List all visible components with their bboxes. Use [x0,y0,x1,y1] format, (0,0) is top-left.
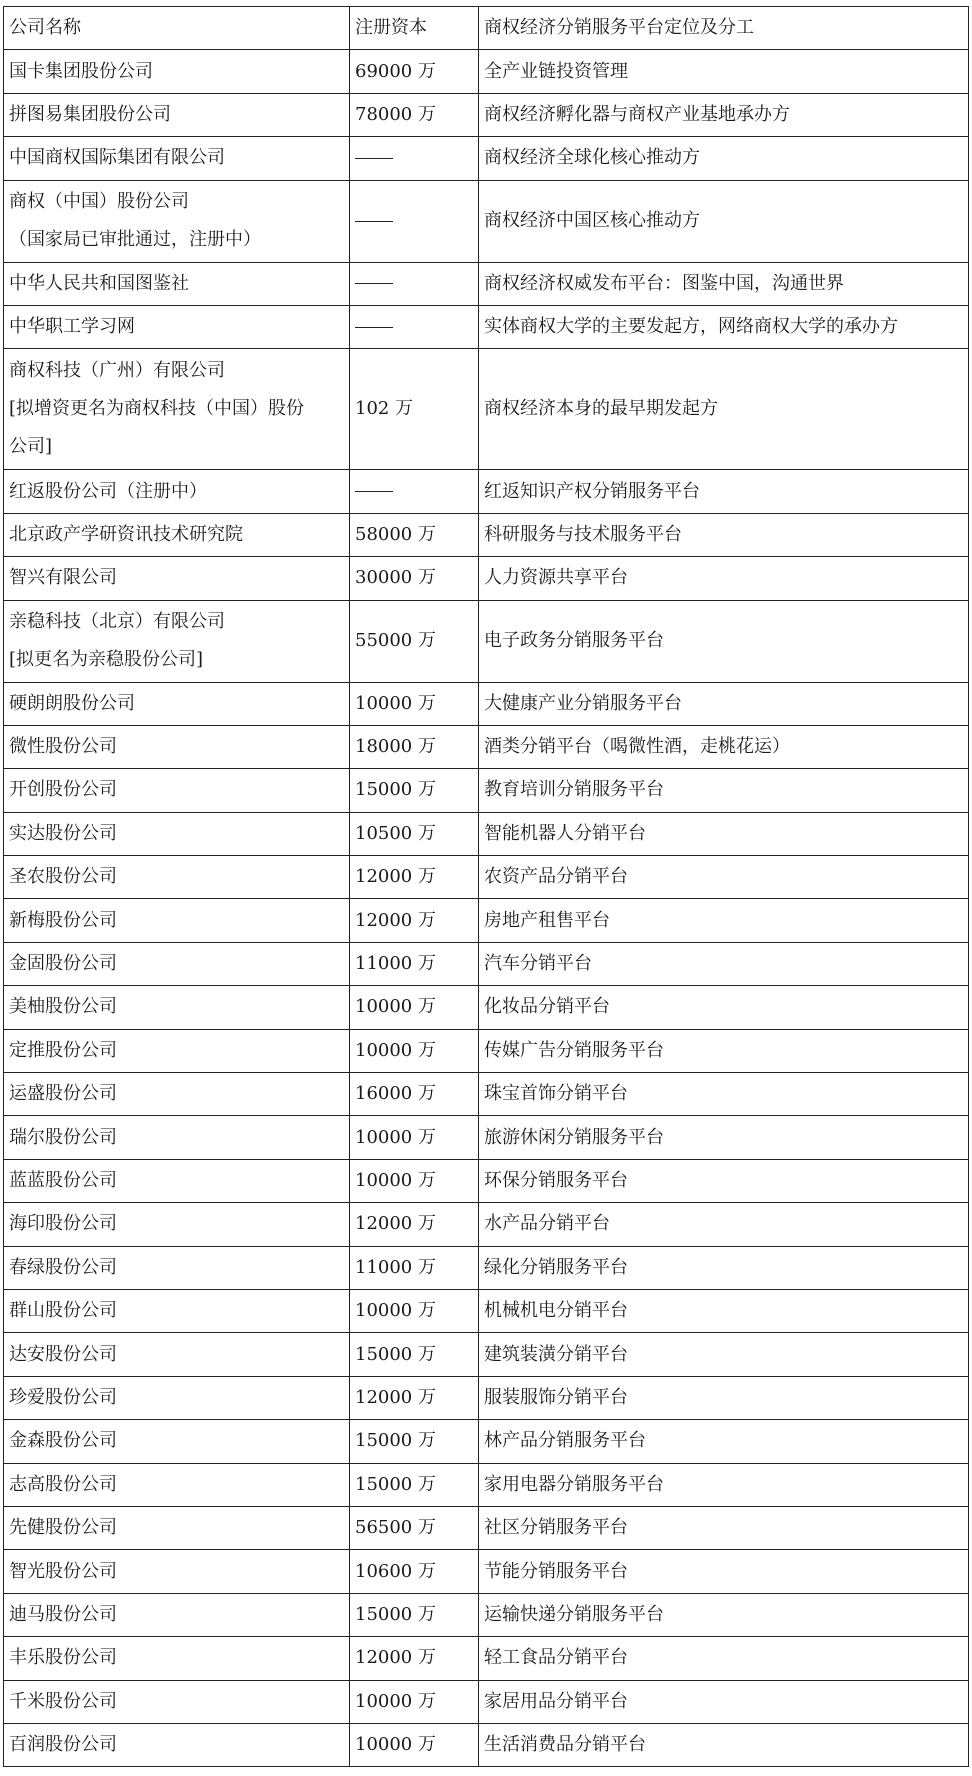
company-name-cell [4,1159,350,1202]
capital-cell: 11000 万 [350,942,479,985]
table-row [4,1723,969,1766]
table-row [4,1029,969,1072]
role-cell: 商权经济权威发布平台：图鉴中国，沟通世界 [479,262,969,305]
table-row [4,349,969,470]
capital-cell: 10600 万 [350,1550,479,1593]
company-name-line: 百润股份公司 [9,1734,117,1756]
company-name-cell [4,262,350,305]
capital-cell: 78000 万 [350,93,479,136]
role-cell: 林产品分销服务平台 [479,1420,969,1463]
table-row [4,1159,969,1202]
table-row [4,180,969,262]
capital-dash [355,283,393,284]
role-cell: 教育培训分销服务平台 [479,769,969,812]
company-name-line: 志高股份公司 [9,1473,117,1495]
capital-cell: 15000 万 [350,1593,479,1636]
table-body [4,50,969,1767]
company-name-line: 智光股份公司 [9,1560,117,1582]
company-name-line: 珍爱股份公司 [9,1386,117,1408]
capital-cell: 102 万 [350,349,479,470]
company-name-line: 群山股份公司 [9,1300,117,1322]
role-cell: 人力资源共享平台 [479,557,969,600]
company-name-cell [4,1420,350,1463]
capital-cell: 69000 万 [350,50,479,93]
company-name-line: 金固股份公司 [9,953,117,975]
table-row [4,262,969,305]
role-cell: 化妆品分销平台 [479,986,969,1029]
company-name-cell [4,942,350,985]
table-row [4,305,969,348]
table-row [4,986,969,1029]
company-name-cell [4,1289,350,1332]
company-name-cell [4,1637,350,1680]
company-name-cell [4,725,350,768]
company-name-line: 运盛股份公司 [9,1083,117,1105]
company-name-cell [4,1333,350,1376]
company-name-line: 美柚股份公司 [9,996,117,1018]
role-cell: 生活消费品分销平台 [479,1723,969,1766]
company-name-line: 硬朗朗股份公司 [9,692,135,714]
company-name-cell [4,305,350,348]
table-header-row [4,7,969,50]
role-cell: 运输快递分销服务平台 [479,1593,969,1636]
role-cell: 商权经济中国区核心推动方 [479,180,969,262]
table-row [4,1073,969,1116]
company-name-cell [4,513,350,556]
table-row [4,1550,969,1593]
company-name-line: 迪马股份公司 [9,1603,117,1625]
company-name-cell [4,986,350,1029]
company-name-line: 先健股份公司 [9,1517,117,1539]
capital-cell [350,180,479,262]
table-row [4,557,969,600]
table-row [4,1463,969,1506]
role-cell: 珠宝首饰分销平台 [479,1073,969,1116]
table-row [4,470,969,513]
company-name-cell [4,180,350,262]
role-cell: 全产业链投资管理 [479,50,969,93]
capital-dash [355,491,393,492]
table-row [4,1680,969,1723]
role-cell: 服装服饰分销平台 [479,1376,969,1419]
capital-cell: 10000 万 [350,1723,479,1766]
role-cell: 科研服务与技术服务平台 [479,513,969,556]
capital-cell [350,262,479,305]
role-cell: 节能分销服务平台 [479,1550,969,1593]
capital-dash [355,158,393,159]
capital-cell: 15000 万 [350,1333,479,1376]
table-row [4,1289,969,1332]
capital-cell: 15000 万 [350,769,479,812]
company-name-line: 拼图易集团股份公司 [9,103,171,125]
header-company: 公司名称 [4,7,350,50]
role-cell: 家用电器分销服务平台 [479,1463,969,1506]
role-cell: 智能机器人分销平台 [479,812,969,855]
company-name-cell [4,349,350,470]
role-cell: 大健康产业分销服务平台 [479,682,969,725]
company-name-cell [4,470,350,513]
company-name-line: 达安股份公司 [9,1343,117,1365]
capital-cell: 12000 万 [350,1376,479,1419]
role-cell: 环保分销服务平台 [479,1159,969,1202]
company-name-line: 北京政产学研资讯技术研究院 [9,523,243,545]
company-name-line: 蓝蓝股份公司 [9,1170,117,1191]
company-name-line: 商权科技（广州）有限公司 [9,360,225,382]
capital-cell: 56500 万 [350,1506,479,1549]
company-table [3,6,969,1767]
company-name-line: （国家局已审批通过，注册中） [9,229,261,251]
table-row [4,1333,969,1376]
company-name-cell [4,1506,350,1549]
company-name-cell [4,1593,350,1636]
table-row [4,1593,969,1636]
table-row [4,856,969,899]
table-row [4,1420,969,1463]
capital-cell: 11000 万 [350,1246,479,1289]
capital-cell: 10500 万 [350,812,479,855]
capital-cell: 30000 万 [350,557,479,600]
company-name-line: 春绿股份公司 [9,1256,117,1278]
company-name-cell [4,769,350,812]
company-name-cell [4,1203,350,1246]
role-cell: 旅游休闲分销服务平台 [479,1116,969,1159]
role-cell: 机械机电分销平台 [479,1289,969,1332]
capital-cell: 15000 万 [350,1420,479,1463]
role-cell: 商权经济本身的最早期发起方 [479,349,969,470]
table-row [4,812,969,855]
role-cell: 社区分销服务平台 [479,1506,969,1549]
company-name-cell [4,1073,350,1116]
table-row [4,93,969,136]
table-row [4,137,969,180]
capital-cell: 58000 万 [350,513,479,556]
company-name-line: 公司] [9,436,53,458]
company-name-cell [4,1246,350,1289]
role-cell: 电子政务分销服务平台 [479,600,969,682]
company-name-cell [4,1116,350,1159]
company-name-cell [4,1029,350,1072]
table-row [4,682,969,725]
capital-cell: 12000 万 [350,1203,479,1246]
company-name-cell [4,1680,350,1723]
company-name-line: 圣农股份公司 [9,866,117,888]
company-name-cell [4,557,350,600]
capital-cell: 15000 万 [350,1463,479,1506]
company-name-line: 实达股份公司 [9,822,117,844]
company-name-cell [4,812,350,855]
capital-cell: 10000 万 [350,682,479,725]
role-cell: 建筑装潢分销平台 [479,1333,969,1376]
capital-cell: 16000 万 [350,1073,479,1116]
capital-cell: 12000 万 [350,1637,479,1680]
role-cell: 汽车分销平台 [479,942,969,985]
table-row [4,942,969,985]
role-cell: 房地产租售平台 [479,899,969,942]
capital-cell: 10000 万 [350,1159,479,1202]
table-row [4,1116,969,1159]
table-row [4,50,969,93]
company-name-cell [4,1550,350,1593]
company-name-line: [拟更名为亲稳股份公司] [9,649,204,671]
table-row [4,600,969,682]
role-cell: 农资产品分销平台 [479,856,969,899]
company-name-line: 中华职工学习网 [9,316,135,338]
company-name-line: [拟增资更名为商权科技（中国）股份 [9,398,305,420]
company-name-line: 中华人民共和国图鉴社 [9,272,189,294]
role-cell: 酒类分销平台（喝微性酒，走桃花运） [479,725,969,768]
table-row [4,513,969,556]
company-name-cell [4,1376,350,1419]
capital-cell: 10000 万 [350,986,479,1029]
company-name-cell [4,93,350,136]
header-role: 商权经济分销服务平台定位及分工 [479,7,969,50]
company-name-cell [4,899,350,942]
company-name-line: 红返股份公司（注册中） [9,480,207,502]
company-name-line: 智兴有限公司 [9,567,117,589]
table-row [4,899,969,942]
company-name-cell [4,682,350,725]
table-row [4,1376,969,1419]
company-name-line: 丰乐股份公司 [9,1647,117,1669]
table-row [4,1637,969,1680]
role-cell: 轻工食品分销平台 [479,1637,969,1680]
capital-cell: 10000 万 [350,1116,479,1159]
capital-cell: 10000 万 [350,1680,479,1723]
header-capital: 注册资本 [350,7,479,50]
company-name-cell [4,1463,350,1506]
company-name-line: 开创股份公司 [9,779,117,801]
role-cell: 红返知识产权分销服务平台 [479,470,969,513]
table-row [4,1203,969,1246]
capital-cell [350,305,479,348]
capital-cell: 12000 万 [350,856,479,899]
role-cell: 商权经济全球化核心推动方 [479,137,969,180]
company-name-line: 海印股份公司 [9,1213,117,1235]
company-name-cell [4,1723,350,1766]
company-name-line: 新梅股份公司 [9,909,117,931]
role-cell: 家居用品分销平台 [479,1680,969,1723]
company-name-line: 千米股份公司 [9,1690,117,1712]
capital-cell: 55000 万 [350,600,479,682]
table-row [4,1506,969,1549]
capital-dash [355,221,393,222]
table-row [4,769,969,812]
capital-cell [350,137,479,180]
company-name-line: 国卡集团股份公司 [9,60,153,82]
company-name-line: 瑞尔股份公司 [9,1126,117,1148]
company-name-cell [4,600,350,682]
capital-cell: 10000 万 [350,1289,479,1332]
capital-cell: 10000 万 [350,1029,479,1072]
company-name-line: 中国商权国际集团有限公司 [9,147,225,169]
capital-cell: 18000 万 [350,725,479,768]
company-name-line: 金森股份公司 [9,1430,117,1452]
capital-dash [355,327,393,328]
company-name-line: 商权（中国）股份公司 [9,191,189,213]
company-name-cell [4,50,350,93]
company-name-cell [4,856,350,899]
company-name-line: 定推股份公司 [9,1039,117,1061]
capital-cell: 12000 万 [350,899,479,942]
company-name-line: 亲稳科技（北京）有限公司 [9,611,225,633]
role-cell: 传媒广告分销服务平台 [479,1029,969,1072]
role-cell: 商权经济孵化器与商权产业基地承办方 [479,93,969,136]
table-row [4,1246,969,1289]
role-cell: 水产品分销平台 [479,1203,969,1246]
table-row [4,725,969,768]
company-name-line: 微性股份公司 [9,736,117,758]
role-cell: 实体商权大学的主要发起方，网络商权大学的承办方 [479,305,969,348]
role-cell: 绿化分销服务平台 [479,1246,969,1289]
company-name-cell [4,137,350,180]
capital-cell [350,470,479,513]
